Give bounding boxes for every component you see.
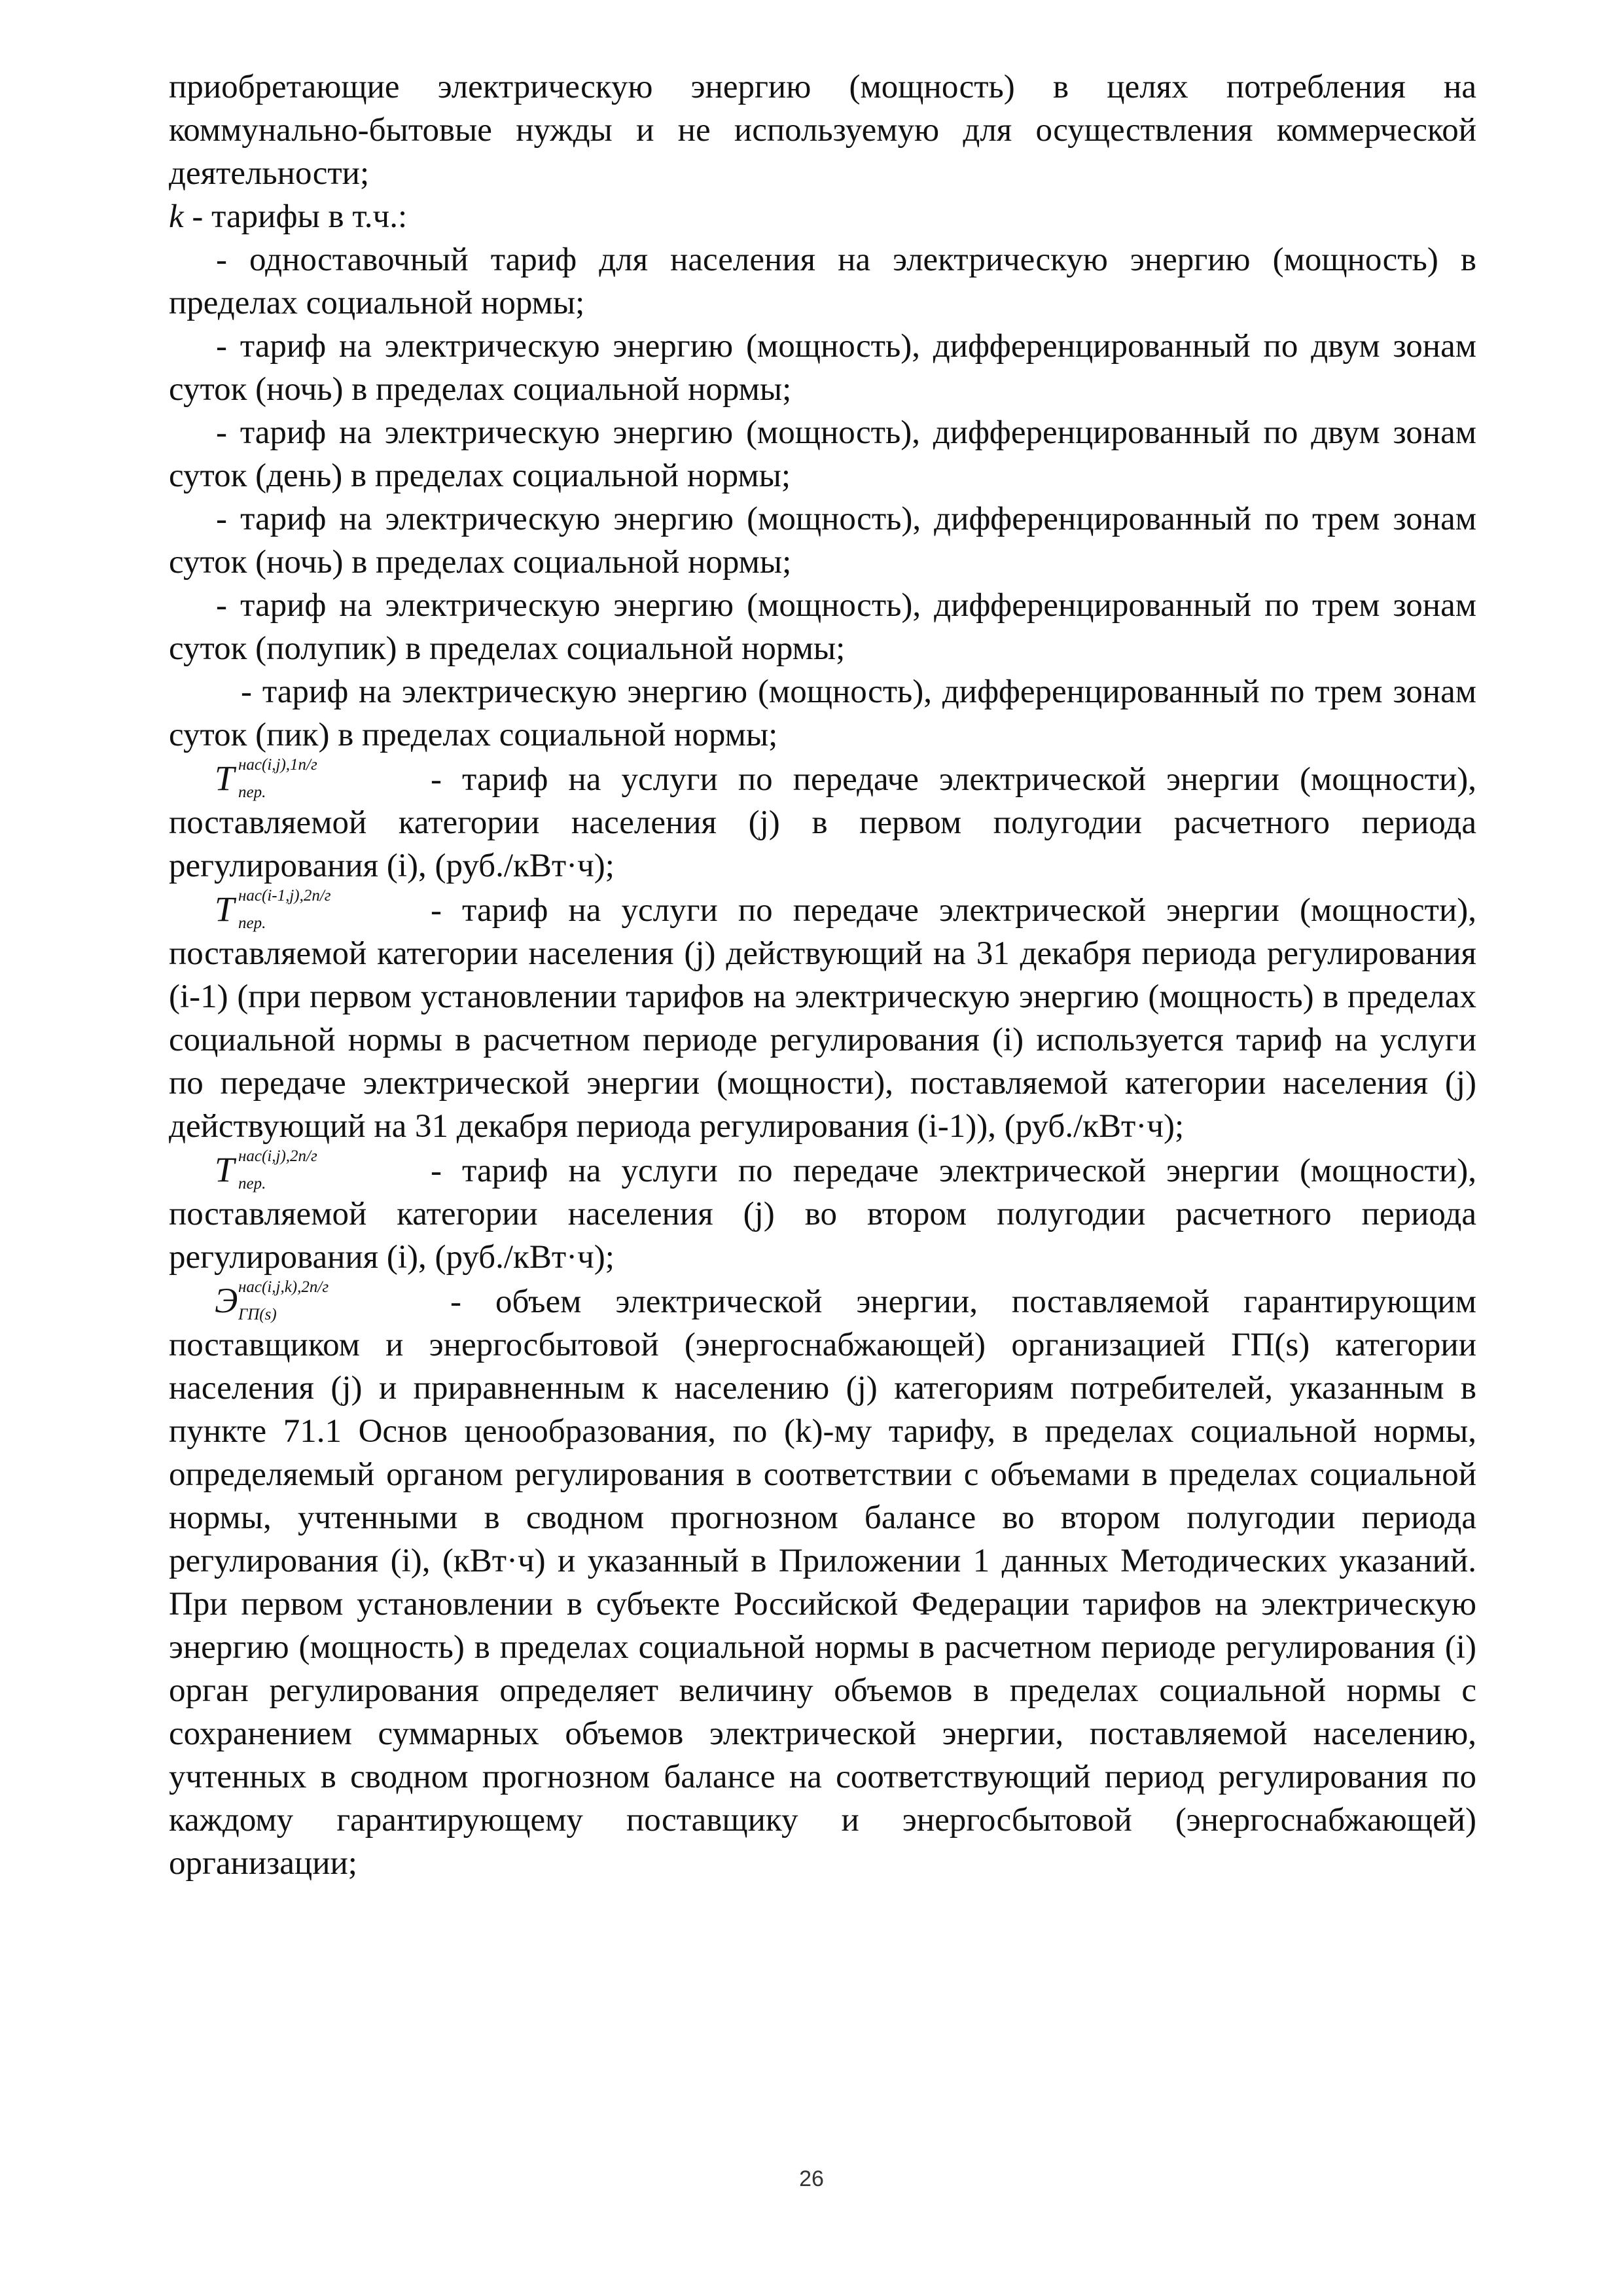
formula-symbol: T нас(i,j),1п/г пер. xyxy=(215,756,317,801)
k-definition xyxy=(169,195,1476,238)
tariff-item: - одноставочный тариф для населения на электрическую энергию (мощность) в пределах социальной нормы; xyxy=(169,242,1476,321)
tariff-item: - тариф на электрическую энергию (мощность), дифференцированный по двум зонам суток (ночь) в пределах социальной нормы; xyxy=(169,328,1476,408)
definition-paragraph xyxy=(169,888,1476,1148)
k-symbol: k xyxy=(169,198,184,235)
definition-paragraph xyxy=(169,1148,1476,1279)
document-page xyxy=(169,65,1476,1885)
tariff-item: - тариф на электрическую энергию (мощность), дифференцированный по трем зонам суток (полупик) в пределах социальной нормы; xyxy=(169,587,1476,667)
intro-paragraph: приобретающие электрическую энергию (мощность) в целях потребления на коммунально-бытовые нужды и не используемую для осуществления коммерческой деятельности; xyxy=(169,69,1476,192)
formula-symbol: T нас(i,j),2п/г пер. xyxy=(215,1147,317,1193)
definition-paragraph xyxy=(169,1279,1476,1885)
definition-text: - тариф на услуги по передаче электрической энергии (мощности), поставляемой категории населения (j) во втором полугодии расчетного периода регулирования (i), (руб./кВт·ч); xyxy=(169,1153,1476,1276)
tariff-item: - тариф на электрическую энергию (мощность), дифференцированный по двум зонам суток (день) в пределах социальной нормы; xyxy=(169,414,1476,494)
tariff-item: - тариф на электрическую энергию (мощность), дифференцированный по трем зонам суток (пик) в пределах социальной нормы; xyxy=(169,673,1476,753)
formula-symbol: T нас(i-1,j),2п/г пер. xyxy=(215,887,331,932)
definition-text: - тариф на услуги по передаче электрической энергии (мощности), поставляемой категории населения (j) в первом полугодии расчетного периода регулирования (i), (руб./кВт·ч); xyxy=(169,761,1476,884)
definition-paragraph xyxy=(169,757,1476,888)
formula-symbol: Э нас(i,j,k),2п/г ГП(s) xyxy=(215,1278,329,1323)
definition-text: - объем электрической энергии, поставляемой гарантирующим поставщиком и энергосбытовой (энергоснабжающей) организацией ГП(s) категории населения (j) и приравненным к населению (j) категориям потребителей, указанным в пункте 71.1 Основ ценообразования, по (k)-му тарифу, в пределах социальной нормы, определяемый органом регулирования в соответствии с объемами в пределах социальной нормы, учтенными в сводном прогнозном балансе во втором полугодии периода регулирования (i), (кВт·ч) и указанный в Приложении 1 данных Методических указаний. При первом установлении в субъекте Российской Федерации тарифов на электрическую энергию (мощность) в пределах социальной нормы в расчетном периоде регулирования (i) орган регулирования определяет величину объемов в пределах социальной нормы с сохранением суммарных объемов электрической энергии, поставляемой населению, учтенных в сводном прогнозном балансе на соответствующий период регулирования по каждому гарантирующему поставщику и энергосбытовой (энергоснабжающей) организации; xyxy=(169,1283,1476,1882)
definition-text: - тариф на услуги по передаче электрической энергии (мощности), поставляемой категории населения (j) действующий на 31 декабря периода регулирования (i-1) (при первом установлении тарифов на электрическую энергию (мощность) в пределах социальной нормы в расчетном периоде регулирования (i) используется тариф на услуги по передаче электрической энергии (мощности), поставляемой категории населения (j) действующий на 31 декабря периода регулирования (i-1)), (руб./кВт·ч); xyxy=(169,892,1476,1145)
k-text: - тарифы в т.ч.: xyxy=(192,198,408,235)
page-number: 26 xyxy=(799,2166,824,2191)
tariff-item: - тариф на электрическую энергию (мощность), дифференцированный по трем зонам суток (ночь) в пределах социальной нормы; xyxy=(169,501,1476,581)
